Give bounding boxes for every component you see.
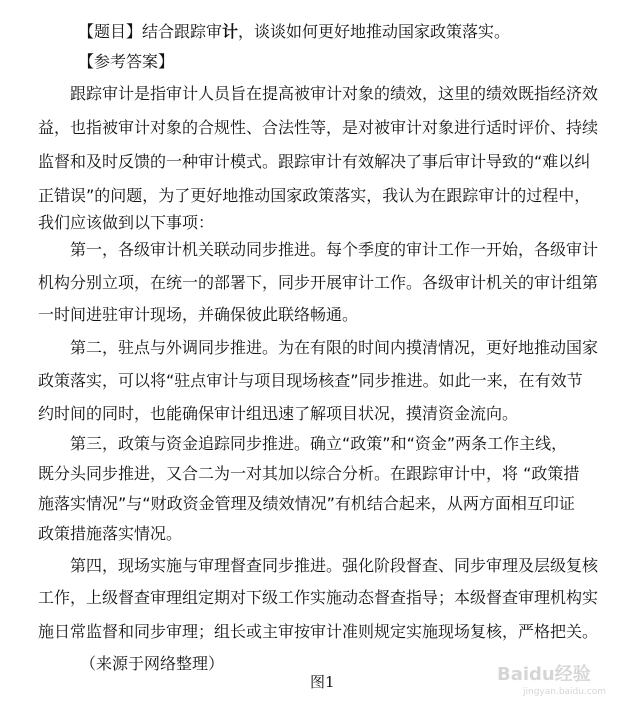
paragraph-line: 跟踪审计是指审计人员旨在提高被审计对象的绩效，这里的绩效既指经济效	[70, 84, 599, 103]
paragraph-line: 既分头同步推进，又合二为一对其加以综合分析。在跟踪审计中，将 “政策措	[38, 464, 580, 483]
paragraph-line: 工作，上级督查审理组定期对下级工作实施动态督查指导；本级督查审理机构实	[38, 588, 599, 607]
question-text-end: ，谈谈如何更好地推动国家政策落实。	[238, 22, 511, 41]
question-line	[78, 22, 510, 42]
paragraph-line: 第二，驻点与外调同步推进。为在有限的时间内摸清情况，更好地推动国家	[70, 338, 599, 357]
question-label: 【题目】	[78, 22, 143, 41]
paragraph-line: 我们应该做到以下事项：	[38, 213, 215, 232]
baidu-jingyan-watermark-logo	[493, 658, 633, 698]
paragraph-line: 正错误”的问题，为了更好地推动国家政策落实，我认为在跟踪审计的过程中，	[38, 186, 591, 205]
paragraph-line: 监督和及时反馈的一种审计模式。跟踪审计有效解决了事后审计导致的“难以纠	[38, 152, 591, 171]
paragraph-line: 一时间进驻审计现场，并确保彼此联络畅通。	[38, 305, 359, 324]
paragraph-line: 政策措施落实情况。	[38, 524, 183, 543]
question-text-bold: 计	[222, 22, 239, 41]
watermark-url-text: jingyan.baidu.com	[523, 687, 607, 697]
answer-label: 【参考答案】	[78, 52, 175, 71]
paragraph-line: 政策落实，可以将“驻点审计与项目现场核查”同步推进。如此一来，在有效节	[38, 371, 583, 390]
paragraph-line: 施日常监督和同步审理；组长或主审按审计准则规定实施现场复核，严格把关。	[38, 622, 599, 641]
paragraph-line: 机构分别立项，在统一的部署下，同步开展审计工作。各级审计机关的审计组第	[38, 273, 599, 292]
paragraph-line: 第四，现场实施与审理督查同步推进。强化阶段督查、同步审理及层级复核	[70, 556, 599, 575]
paragraph-line: 约时间的同时，也能确保审计组迅速了解项目状况，摸清资金流向。	[38, 404, 519, 423]
paragraph-line: 施落实情况”与“财政资金管理及绩效情况”有机结合起来，从两方面相互印证	[38, 494, 575, 513]
paragraph-line: 第三，政策与资金追踪同步推进。确立“政策”和“资金”两条工作主线，	[70, 434, 568, 453]
figure-caption: 图1	[310, 673, 335, 691]
paragraph-line: 第一，各级审计机关联动同步推进。每个季度的审计工作一开始，各级审计	[70, 240, 599, 259]
question-text-start: 结合跟踪审	[142, 22, 223, 41]
paragraph-line: 益，也指被审计对象的合规性、合法性等，是对被审计对象进行适时评价、持续	[38, 118, 599, 137]
watermark-logo-text: Baidu经验	[497, 664, 591, 685]
source-note: （来源于网络整理）	[80, 654, 225, 673]
